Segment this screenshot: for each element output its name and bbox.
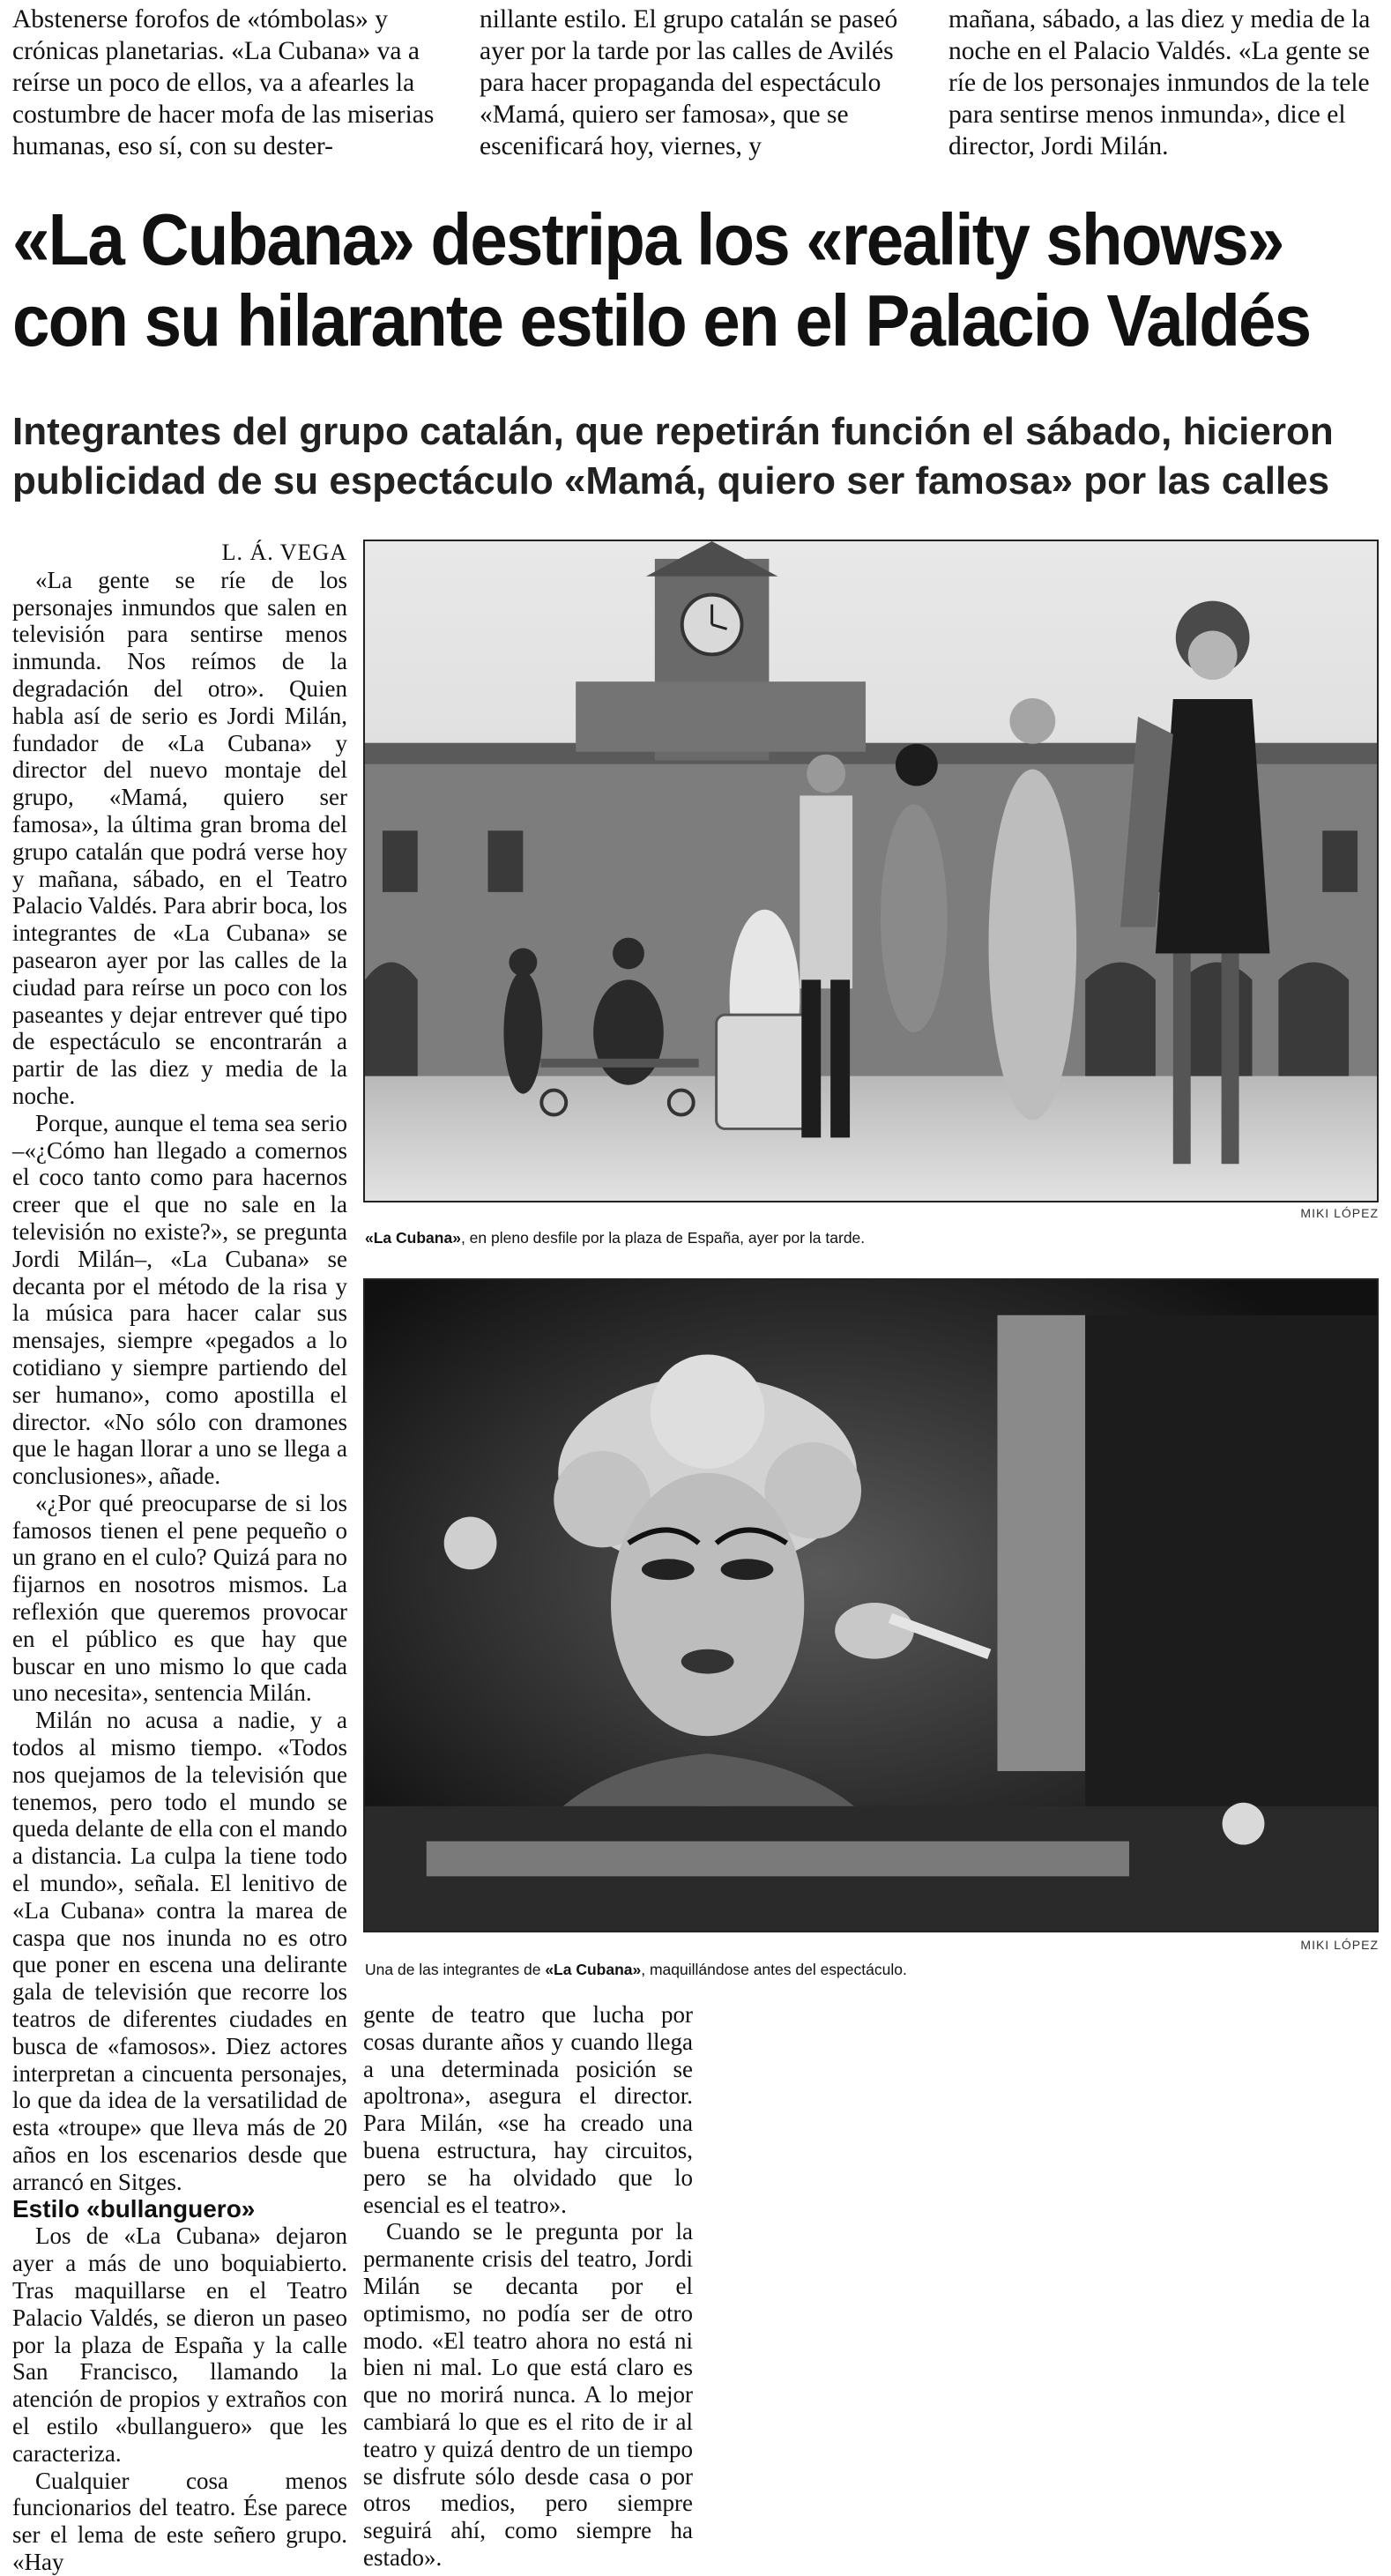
byline: L. Á. VEGA <box>221 540 347 565</box>
parade-photo <box>363 540 1379 1202</box>
paragraph: «¿Por qué preocuparse de si los famosos tienen el pene pequeño o un grano en el culo? Quizá para no fijarnos en nosotros mismos. La reflexión que queremos provocar en el público es que hay que buscar en uno mismo lo que cada uno necesita», sentencia Milán. <box>12 1489 347 1707</box>
section-title: Estilo «bullanguero» <box>12 2194 256 2222</box>
lead-paragraph-row <box>12 0 1379 176</box>
subheadline: Integrantes del grupo catalán, que repetirán función el sábado, hicieron publicidad de su espectáculo «Mamá, quiero ser famosa» por las calles <box>12 410 1334 503</box>
makeup-photo-image <box>365 1280 1377 1931</box>
caption-bold: «La Cubana» <box>365 1229 461 1247</box>
paragraph: Milán no acusa a nadie, y a todos al mismo tiempo. «Todos nos quejamos de la televisión que tenemos, pero todo el mundo se queda delante de ella con el mando a distancia. La culpa la tiene todo el mundo», señala. El lenitivo de «La Cubana» contra la marea de caspa que nos inunda no es otro que poner en escena una delirante gala de televisión que recorre los teatros de diferentes ciudades en busca de «famosos». Diez actores interpretan a cincuenta personajes, lo que da idea de la versatilidad de esta «troupe» que lleva más de 20 años en los escenarios desde que arrancó en Sitges. <box>12 1707 347 2195</box>
makeup-photo <box>363 1278 1379 1932</box>
paragraph: Los de «La Cubana» dejaron ayer a más de uno boquiabierto. Tras maquillarse en el Teatro Palacio Valdés, se dieron un paseo por la plaza de España y la calle San Francisco, llamando la atención de propios y extraños con el estilo «bullanguero» que les caracteriza. <box>12 2222 347 2467</box>
paragraph: Cuando se le pregunta por la permanente crisis del teatro, Jordi Milán se decanta por el optimismo, no podía ser de otro modo. «El teatro ahora no está ni bien ni mal. Lo que está claro es que no morirá nunca. A lo mejor cambiará lo que es el rito de ir al teatro y quizá dentro de un tiempo se disfrute sólo desde casa o por otros medios, pero siempre seguirá ahí, como siempre ha estado». <box>363 2218 693 2571</box>
paragraph: Porque, aunque el tema sea serio –«¿Cómo han llegado a comernos el coco tanto como para hacernos creer que el que no sale en la televisión no existe?», se pregunta Jordi Milán–, «La Cubana» se decanta por el método de la risa y la música para hacer calar sus mensajes, siempre «pegados a lo cotidiano y siempre partiendo del ser humano», como apostilla el director. «No sólo con dramones que le hagan llorar a uno se llega a conclusiones», añade. <box>12 1109 347 1490</box>
caption-text: Una de las integrantes de <box>365 1961 546 1978</box>
paragraph: Cualquier cosa menos funcionarios del teatro. Ése parece ser el lema de este señero grupo. «Hay <box>12 2467 347 2575</box>
lead-column-1: Abstenerse forofos de «tómbolas» y crónicas planetarias. «La Cubana» va a reírse un poco de ellos, va a afearles la costumbre de hacer mofa de las miserias humanas, eso sí, con su dester- <box>12 5 435 160</box>
photo-credit: MIKI LÓPEZ <box>1300 1938 1379 1952</box>
caption-bold: «La Cubana» <box>545 1961 642 1978</box>
article-column-bottom <box>363 2001 693 2572</box>
parade-photo-image <box>365 541 1377 1201</box>
lead-column-2: nillante estilo. El grupo catalán se paseó ayer por la tarde por las calles de Avilés para hacer propaganda del espectáculo «Mamá, quiero ser famosa», que se escenificará hoy, viernes, y <box>480 5 898 160</box>
photo-caption <box>365 1227 1379 1248</box>
caption-text: , en pleno desfile por la plaza de España, ayer por la tarde. <box>460 1229 866 1247</box>
paragraph: «La gente se ríe de los personajes inmundos que salen en televisión para sentirse menos inmunda. Nos reímos de la degradación del otro». Quien habla así de serio es Jordi Milán, fundador de «La Cubana» y director del nuevo montaje del grupo, «Mamá, quiero ser famosa», la última gran broma del grupo catalán que podrá verse hoy y mañana, sábado, en el Teatro Palacio Valdés. Para abrir boca, los integrantes de «La Cubana» se pasearon ayer por las calles de la ciudad para reírse un poco con los paseantes y dejar entrever qué tipo de espectáculo se encontrarán a partir de las diez y media de la noche. <box>12 566 347 1109</box>
headline-line-2: con su hilarante estilo en el Palacio Valdés <box>12 279 1311 361</box>
lead-column-3: mañana, sábado, a las diez y media de la noche en el Palacio Valdés. «La gente se ríe de los personajes inmundos de la tele para sentirse menos inmunda», dice el director, Jordi Milán. <box>948 5 1371 160</box>
headline <box>12 198 1311 361</box>
photo-caption <box>365 1959 1379 1980</box>
headline-line-1: «La Cubana» destripa los «reality shows» <box>12 198 1283 280</box>
photo-credit: MIKI LÓPEZ <box>1300 1206 1379 1220</box>
caption-text: , maquillándose antes del espectáculo. <box>641 1961 907 1978</box>
paragraph: gente de teatro que lucha por cosas durante años y cuando llega a una determinada posición se apoltrona», asegura el director. Para Milán, «se ha creado una buena estructura, hay circuitos, pero se ha olvidado que lo esencial es el teatro». <box>363 2001 693 2218</box>
article-column-left <box>12 540 347 2576</box>
